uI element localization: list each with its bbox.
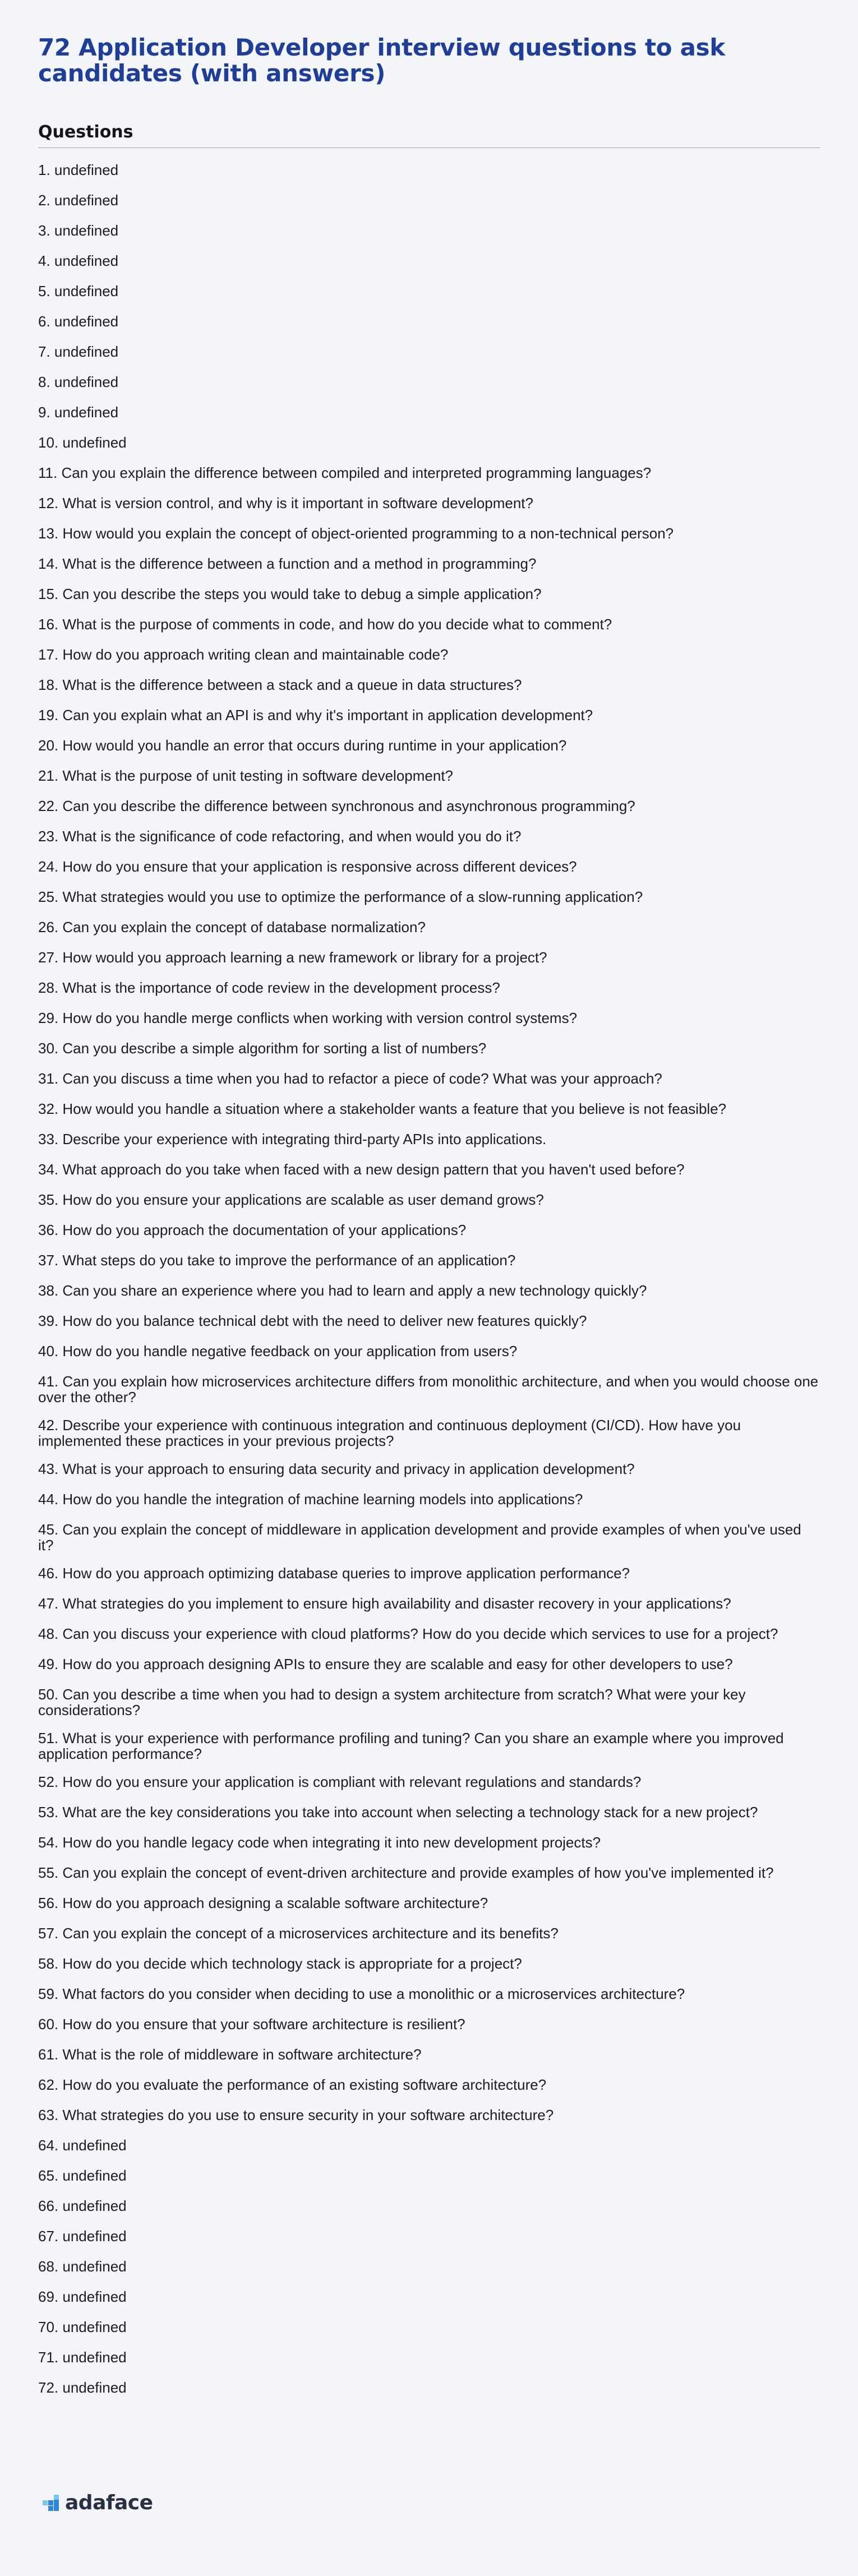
question-item — [38, 1222, 820, 1238]
question-text: How do you approach the documentation of your applications? — [62, 1222, 467, 1238]
question-number: 69. — [38, 2288, 59, 2305]
question-item — [38, 1252, 820, 1268]
question-text: How would you explain the concept of object-oriented programming to a non-technical person? — [62, 525, 674, 542]
question-number: 32. — [38, 1100, 59, 1117]
question-text: What steps do you take to improve the performance of an application? — [62, 1252, 516, 1269]
question-text: Can you explain what an API is and why it's important in application development? — [62, 707, 593, 724]
question-text: What is the importance of code review in the development process? — [62, 979, 500, 996]
question-number: 31. — [38, 1070, 59, 1087]
question-number: 57. — [38, 1925, 59, 1942]
question-number: 68. — [38, 2258, 59, 2275]
question-text: Can you share an experience where you had to learn and apply a new technology quickly? — [62, 1282, 647, 1299]
question-item — [38, 162, 820, 178]
question-text: undefined — [62, 2258, 127, 2275]
question-number: 8. — [38, 374, 50, 390]
question-number: 72. — [38, 2379, 59, 2396]
question-number: 2. — [38, 192, 50, 209]
question-item — [38, 1565, 820, 1581]
question-number: 16. — [38, 616, 59, 633]
question-item — [38, 1686, 820, 1718]
question-text: Can you explain the concept of database normalization? — [62, 919, 426, 936]
question-number: 71. — [38, 2349, 59, 2366]
question-text: What strategies do you implement to ensure high availability and disaster recovery in your applications? — [62, 1595, 731, 1612]
question-text: undefined — [62, 434, 127, 451]
question-item — [38, 374, 820, 390]
question-text: How do you ensure your applications are scalable as user demand grows? — [62, 1191, 544, 1208]
question-number: 29. — [38, 1010, 59, 1026]
question-item — [38, 1461, 820, 1477]
question-item — [38, 2047, 820, 2062]
question-number: 53. — [38, 1804, 59, 1821]
question-item — [38, 1010, 820, 1026]
question-text: How do you approach designing a scalable software architecture? — [62, 1895, 488, 1911]
question-text: What is the difference between a function and a method in programming? — [62, 555, 537, 572]
question-item — [38, 1925, 820, 1941]
question-text: undefined — [54, 343, 119, 360]
question-number: 5. — [38, 283, 50, 299]
question-number: 33. — [38, 1131, 59, 1148]
question-number: 62. — [38, 2076, 59, 2093]
question-item — [38, 1131, 820, 1147]
question-number: 67. — [38, 2228, 59, 2245]
question-number: 39. — [38, 1312, 59, 1329]
question-item — [38, 1522, 820, 1553]
question-number: 64. — [38, 2137, 59, 2154]
question-number: 27. — [38, 949, 59, 966]
question-number: 35. — [38, 1191, 59, 1208]
question-text: How do you decide which technology stack is appropriate for a project? — [62, 1955, 522, 1972]
question-number: 3. — [38, 222, 50, 239]
question-text: How do you handle negative feedback on your application from users? — [62, 1343, 518, 1360]
question-item — [38, 556, 820, 572]
question-number: 19. — [38, 707, 59, 724]
question-text: undefined — [62, 2137, 127, 2154]
question-item — [38, 2168, 820, 2183]
question-text: undefined — [54, 374, 119, 390]
question-number: 12. — [38, 495, 59, 511]
question-number: 4. — [38, 252, 50, 269]
question-text: undefined — [62, 2379, 127, 2396]
question-number: 25. — [38, 888, 59, 905]
question-item — [38, 1986, 820, 2002]
question-text: How do you handle legacy code when integrating it into new development projects? — [62, 1834, 601, 1851]
question-item — [38, 283, 820, 299]
question-item — [38, 2228, 820, 2244]
question-text: Can you explain the difference between compiled and interpreted programming languages? — [61, 464, 652, 481]
question-number: 36. — [38, 1222, 59, 1238]
question-item — [38, 1040, 820, 1056]
question-number: 50. — [38, 1686, 59, 1703]
question-item — [38, 738, 820, 753]
question-number: 70. — [38, 2319, 59, 2335]
question-text: undefined — [62, 2349, 127, 2366]
page-title: 72 Application Developer interview questions to ask candidates (with answers) — [38, 34, 726, 87]
question-number: 38. — [38, 1282, 59, 1299]
question-number: 52. — [38, 1773, 59, 1790]
question-item — [38, 314, 820, 329]
question-text: What approach do you take when faced with a new design pattern that you haven't used before? — [62, 1161, 685, 1178]
question-number: 61. — [38, 2046, 59, 2063]
question-text: Can you describe the steps you would take to debug a simple application? — [62, 586, 542, 602]
question-item — [38, 647, 820, 662]
question-item — [38, 677, 820, 693]
question-number: 37. — [38, 1252, 59, 1269]
question-number: 21. — [38, 767, 59, 784]
question-item — [38, 1895, 820, 1911]
question-number: 24. — [38, 858, 59, 875]
question-text: Can you describe a simple algorithm for sorting a list of numbers? — [62, 1040, 487, 1057]
question-number: 17. — [38, 646, 59, 663]
question-item — [38, 889, 820, 905]
question-item — [38, 2198, 820, 2214]
question-item — [38, 919, 820, 935]
question-number: 51. — [38, 1730, 59, 1746]
question-number: 20. — [38, 737, 59, 754]
question-text: undefined — [54, 313, 119, 330]
question-item — [38, 1956, 820, 1971]
question-text: Can you discuss a time when you had to refactor a piece of code? What was your approach? — [62, 1070, 662, 1087]
question-text: Can you explain the concept of event-driven architecture and provide examples of how you've implemented it? — [62, 1864, 774, 1881]
question-text: undefined — [54, 283, 119, 299]
question-item — [38, 404, 820, 420]
question-item — [38, 1283, 820, 1298]
question-item — [38, 1192, 820, 1208]
question-text: How would you handle a situation where a stakeholder wants a feature that you believe is not feasible? — [62, 1100, 727, 1117]
question-text: Can you discuss your experience with cloud platforms? How do you decide which services to use for a project? — [62, 1625, 778, 1642]
question-item — [38, 1417, 820, 1449]
question-text: What factors do you consider when deciding to use a monolithic or a microservices architecture? — [62, 1985, 685, 2002]
question-item — [38, 2016, 820, 2032]
question-text: How do you ensure that your software architecture is resilient? — [62, 2016, 465, 2033]
question-text: What is your experience with performance profiling and tuning? Can you share an example where you improved application performance? — [38, 1730, 784, 1762]
question-number: 14. — [38, 555, 59, 572]
question-text: Can you describe the difference between synchronous and asynchronous programming? — [62, 798, 635, 814]
question-item — [38, 2319, 820, 2335]
question-number: 49. — [38, 1656, 59, 1672]
question-text: What is your approach to ensuring data security and privacy in application development? — [62, 1460, 635, 1477]
question-number: 42. — [38, 1417, 59, 1434]
question-text: undefined — [54, 222, 119, 239]
question-text: How do you approach optimizing database queries to improve application performance? — [62, 1565, 630, 1582]
question-number: 41. — [38, 1373, 59, 1390]
question-item — [38, 344, 820, 360]
question-item — [38, 1374, 820, 1405]
question-item — [38, 1865, 820, 1881]
question-item — [38, 1596, 820, 1611]
question-item — [38, 2077, 820, 2093]
question-number: 9. — [38, 404, 50, 421]
question-item — [38, 707, 820, 723]
question-item — [38, 465, 820, 481]
question-number: 55. — [38, 1864, 59, 1881]
question-item — [38, 1626, 820, 1642]
question-number: 15. — [38, 586, 59, 602]
question-number: 30. — [38, 1040, 59, 1057]
question-text: undefined — [62, 2228, 127, 2245]
question-text: Describe your experience with integrating third-party APIs into applications. — [62, 1131, 547, 1148]
question-item — [38, 223, 820, 238]
question-text: What strategies would you use to optimize the performance of a slow-running application? — [62, 888, 643, 905]
question-number: 56. — [38, 1895, 59, 1911]
question-item — [38, 526, 820, 541]
question-text: undefined — [62, 2167, 127, 2184]
question-number: 6. — [38, 313, 50, 330]
question-number: 26. — [38, 919, 59, 936]
question-number: 10. — [38, 434, 59, 451]
question-item — [38, 1101, 820, 1117]
question-text: How do you balance technical debt with the need to deliver new features quickly? — [62, 1312, 587, 1329]
question-text: What is the difference between a stack and a queue in data structures? — [62, 676, 522, 693]
question-item — [38, 586, 820, 602]
question-text: Can you explain how microservices architecture differs from monolithic architecture, and when you would choose one over the other? — [38, 1373, 819, 1405]
question-item — [38, 1162, 820, 1177]
question-text: undefined — [54, 192, 119, 209]
question-number: 13. — [38, 525, 59, 542]
question-number: 28. — [38, 979, 59, 996]
question-item — [38, 2380, 820, 2395]
question-item — [38, 253, 820, 269]
question-number: 40. — [38, 1343, 59, 1360]
question-text: undefined — [62, 2288, 127, 2305]
question-item — [38, 1835, 820, 1850]
question-text: How would you handle an error that occurs during runtime in your application? — [62, 737, 567, 754]
question-item — [38, 1071, 820, 1086]
question-item — [38, 859, 820, 874]
adaface-logo-icon — [43, 2495, 59, 2512]
question-text: undefined — [62, 2319, 127, 2335]
question-item — [38, 495, 820, 511]
question-item — [38, 2349, 820, 2365]
question-item — [38, 616, 820, 632]
question-text: Can you describe a time when you had to design a system architecture from scratch? What were your key considerations? — [38, 1686, 746, 1718]
question-text: What are the key considerations you take into account when selecting a technology stack for a new project? — [62, 1804, 758, 1821]
question-text: undefined — [54, 162, 119, 178]
question-number: 63. — [38, 2107, 59, 2123]
question-text: undefined — [62, 2197, 127, 2214]
question-text: How do you ensure your application is compliant with relevant regulations and standards? — [62, 1773, 642, 1790]
question-number: 66. — [38, 2197, 59, 2214]
question-number: 44. — [38, 1491, 59, 1508]
question-item — [38, 192, 820, 208]
question-text: What is version control, and why is it important in software development? — [62, 495, 533, 511]
question-item — [38, 950, 820, 965]
section-heading: Questions — [38, 122, 820, 148]
question-text: How do you handle merge conflicts when working with version control systems? — [62, 1010, 578, 1026]
question-number: 45. — [38, 1521, 59, 1538]
question-item — [38, 1656, 820, 1672]
question-text: How do you approach designing APIs to ensure they are scalable and easy for other developers to use? — [62, 1656, 733, 1672]
question-item — [38, 2289, 820, 2305]
question-number: 7. — [38, 343, 50, 360]
question-text: Describe your experience with continuous integration and continuous deployment (CI/CD). How have you implemented these practices in your previous projects? — [38, 1417, 741, 1449]
question-text: How do you handle the integration of machine learning models into applications? — [62, 1491, 583, 1508]
question-text: What is the purpose of unit testing in software development? — [62, 767, 454, 784]
question-text: Can you explain the concept of a microservices architecture and its benefits? — [62, 1925, 559, 1942]
question-number: 47. — [38, 1595, 59, 1612]
question-text: What is the purpose of comments in code, and how do you decide what to comment? — [62, 616, 612, 633]
question-item — [38, 1343, 820, 1359]
question-number: 22. — [38, 798, 59, 814]
question-item — [38, 768, 820, 784]
question-text: What is the role of middleware in software architecture? — [62, 2046, 422, 2063]
question-item — [38, 2259, 820, 2274]
question-item — [38, 828, 820, 844]
question-number: 23. — [38, 828, 59, 845]
question-number: 58. — [38, 1955, 59, 1972]
question-item — [38, 2107, 820, 2123]
question-text: How do you ensure that your application is responsive across different devices? — [62, 858, 577, 875]
question-item — [38, 435, 820, 450]
question-text: Can you explain the concept of middleware in application development and provide examples of when you've used it? — [38, 1521, 801, 1554]
question-number: 1. — [38, 162, 50, 178]
question-number: 34. — [38, 1161, 59, 1178]
question-text: How would you approach learning a new framework or library for a project? — [62, 949, 547, 966]
question-item — [38, 1491, 820, 1507]
question-text: What is the significance of code refactoring, and when would you do it? — [62, 828, 522, 845]
question-number: 11. — [38, 464, 58, 481]
question-item — [38, 2137, 820, 2153]
question-number: 59. — [38, 1985, 59, 2002]
questions-list — [38, 162, 820, 2395]
question-text: How do you evaluate the performance of an existing software architecture? — [62, 2076, 547, 2093]
question-text: What strategies do you use to ensure security in your software architecture? — [62, 2107, 554, 2123]
question-item — [38, 798, 820, 814]
question-text: How do you approach writing clean and maintainable code? — [62, 646, 449, 663]
question-number: 46. — [38, 1565, 59, 1582]
question-number: 48. — [38, 1625, 59, 1642]
question-number: 18. — [38, 676, 59, 693]
question-item — [38, 1774, 820, 1790]
question-item — [38, 980, 820, 996]
question-number: 54. — [38, 1834, 59, 1851]
question-item — [38, 1730, 820, 1762]
adaface-logo[interactable] — [43, 2491, 153, 2514]
question-item — [38, 1804, 820, 1820]
question-number: 65. — [38, 2167, 59, 2184]
question-text: undefined — [54, 404, 119, 421]
question-text: undefined — [54, 252, 119, 269]
question-number: 43. — [38, 1460, 59, 1477]
question-item — [38, 1313, 820, 1329]
question-number: 60. — [38, 2016, 59, 2033]
logo-text: adaface — [65, 2491, 153, 2514]
